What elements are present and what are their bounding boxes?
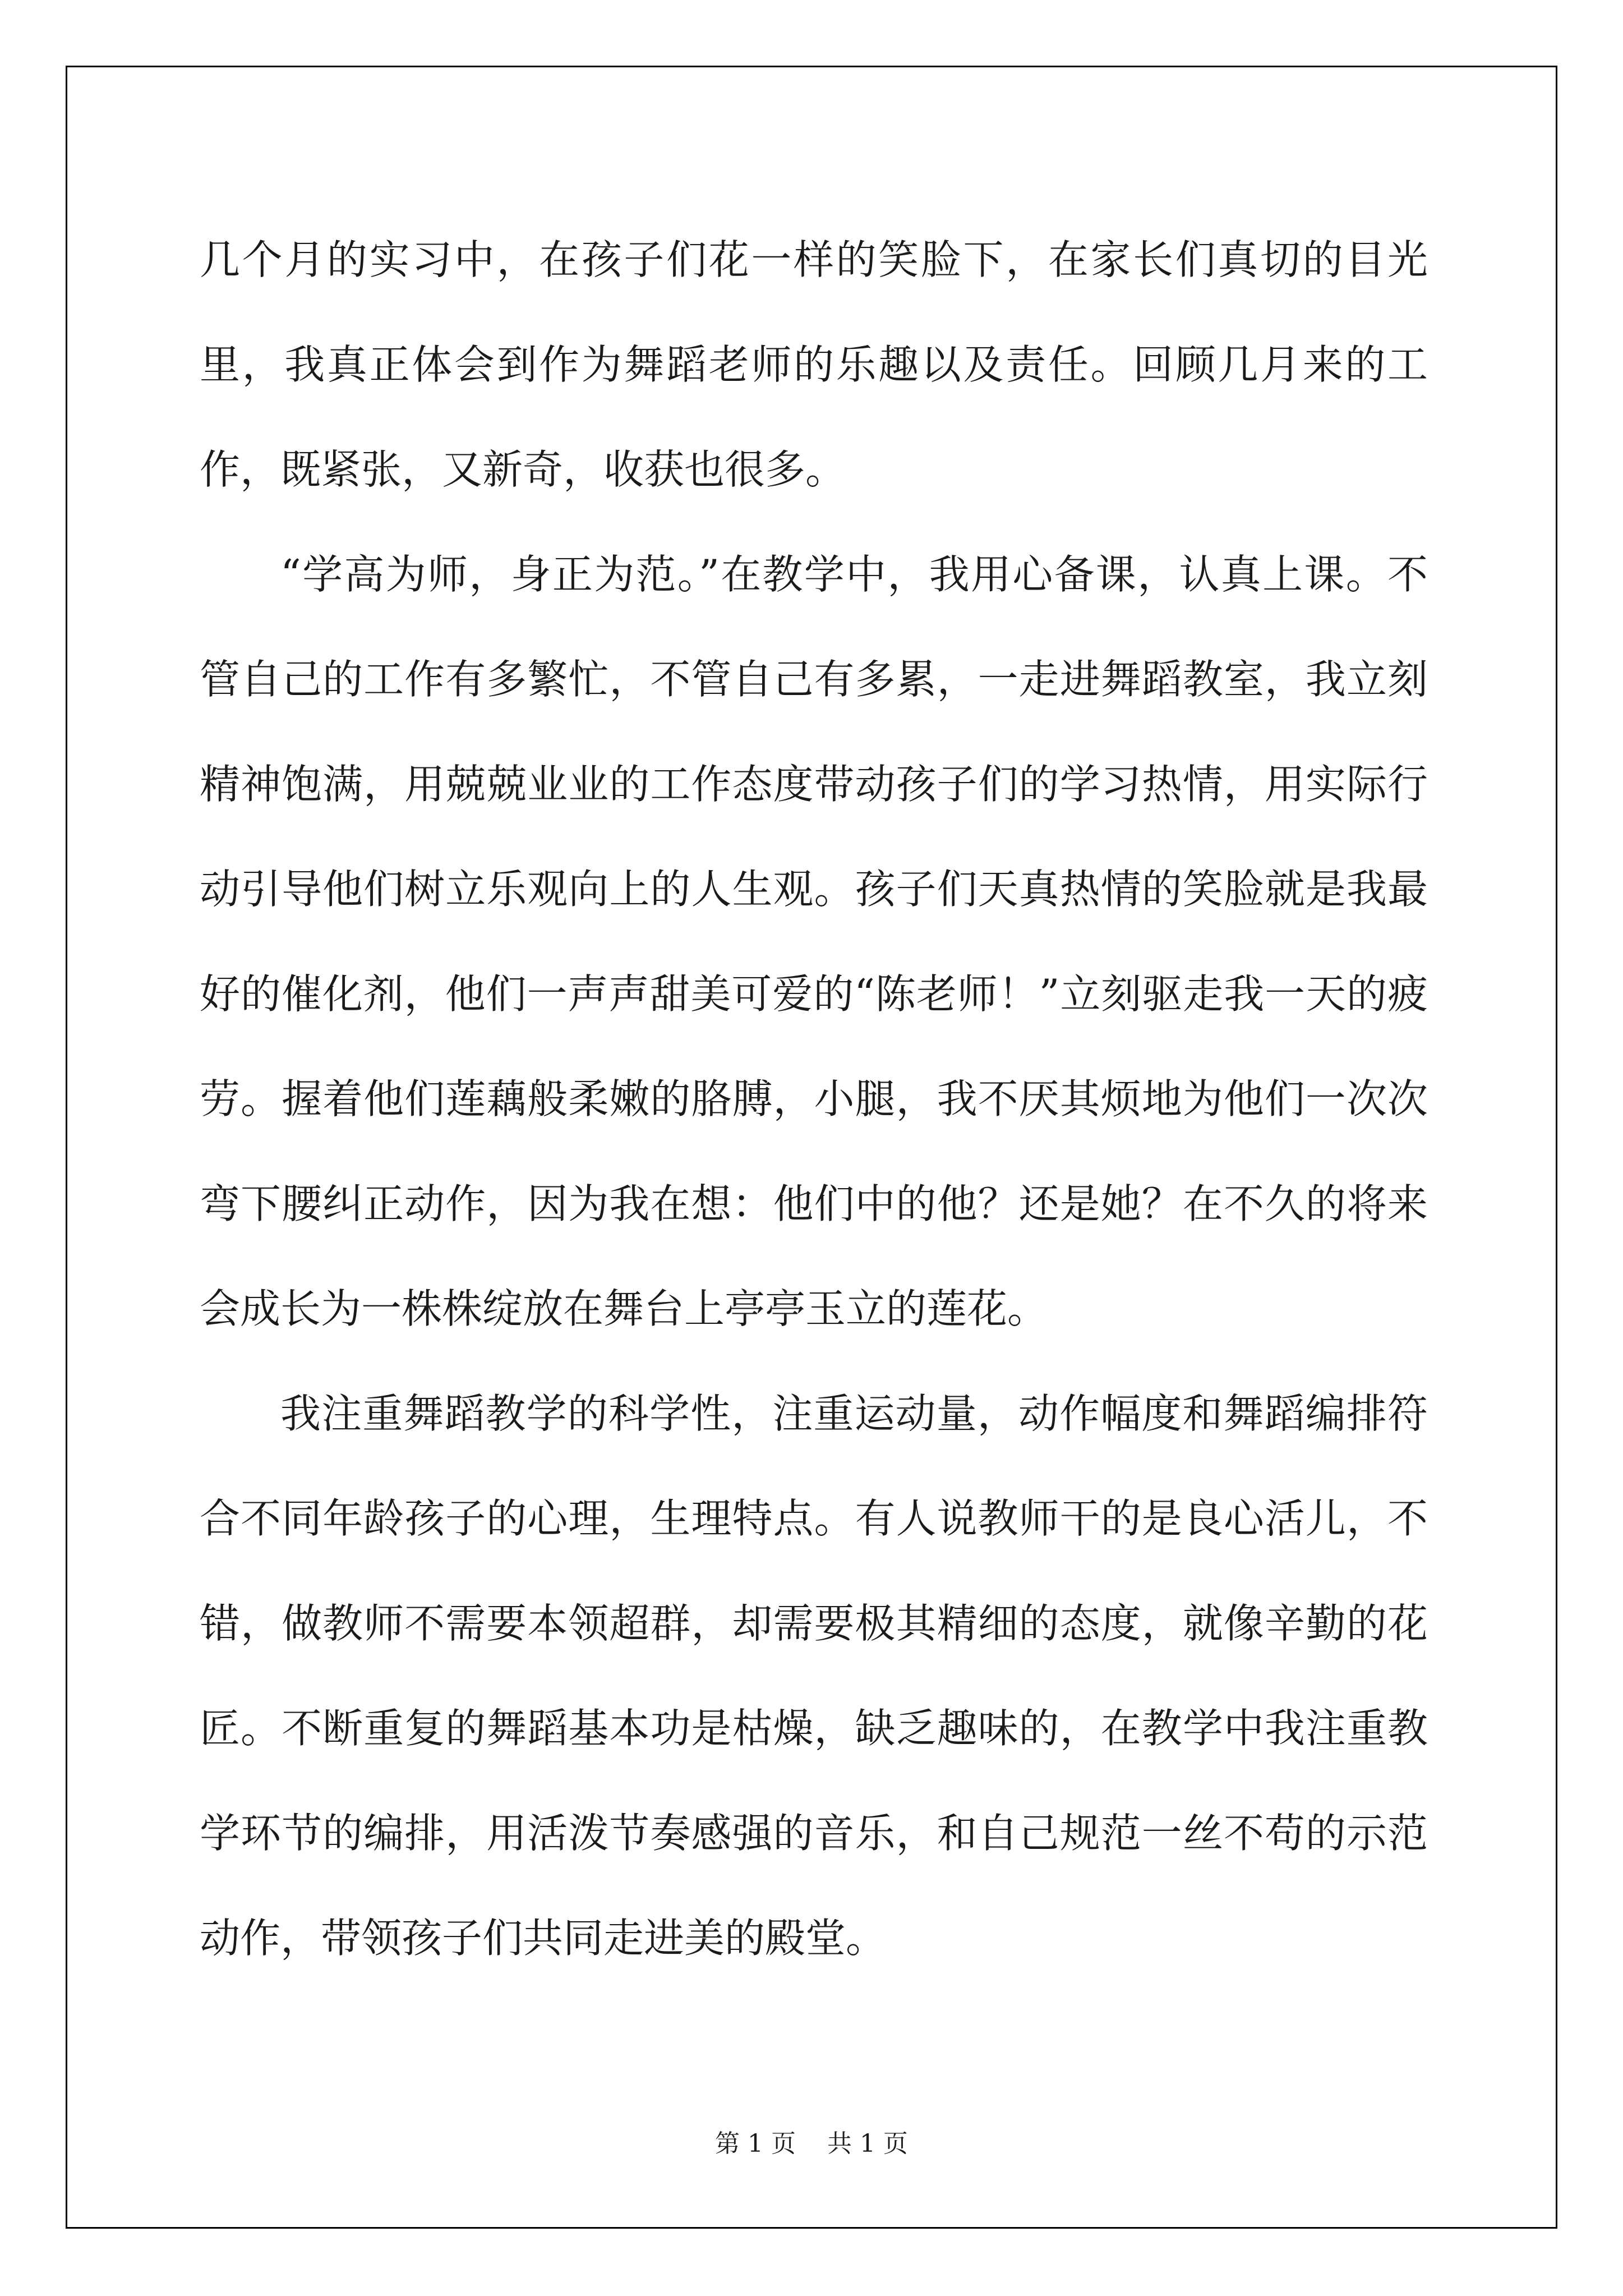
page-number-footer: 第 1 页 共 1 页 — [715, 2129, 908, 2158]
paragraph: 我注重舞蹈教学的科学性，注重运动量，动作幅度和舞蹈编排符合不同年龄孩子的心理，生理特点。有人说教师干的是良心活儿，不错，做教师不需要本领超群，却需要极其精细的态度，就像辛勤的花匠。不断重复的舞蹈基本功是枯燥，缺乏趣味的，在教学中我注重教学环节的编排，用活泼节奏感强的音乐，和自己规范一丝不苟的示范动作，带领孩子们共同走进美的殿堂。 — [200, 1390, 1428, 1962]
paragraph: 几个月的实习中，在孩子们花一样的笑脸下，在家长们真切的目光里，我真正体会到作为舞蹈老师的乐趣以及责任。回顾几月来的工作，既紧张，又新奇，收获也很多。 — [200, 236, 1428, 493]
document-body — [200, 208, 1428, 1991]
paragraph: “学高为师，身正为范。”在教学中，我用心备课，认真上课。不管自己的工作有多繁忙，不管自己有多累，一走进舞蹈教室，我立刻精神饱满，用兢兢业业的工作态度带动孩子们的学习热情，用实际行动引导他们树立乐观向上的人生观。孩子们天真热情的笑脸就是我最好的催化剂，他们一声声甜美可爱的“陈老师！”立刻驱走我一天的疲劳。握着他们莲藕般柔嫩的胳膊，小腿，我不厌其烦地为他们一次次弯下腰纠正动作，因为我在想：他们中的他？还是她？在不久的将来会成长为一株株绽放在舞台上亭亭玉立的莲花。 — [200, 551, 1428, 1332]
